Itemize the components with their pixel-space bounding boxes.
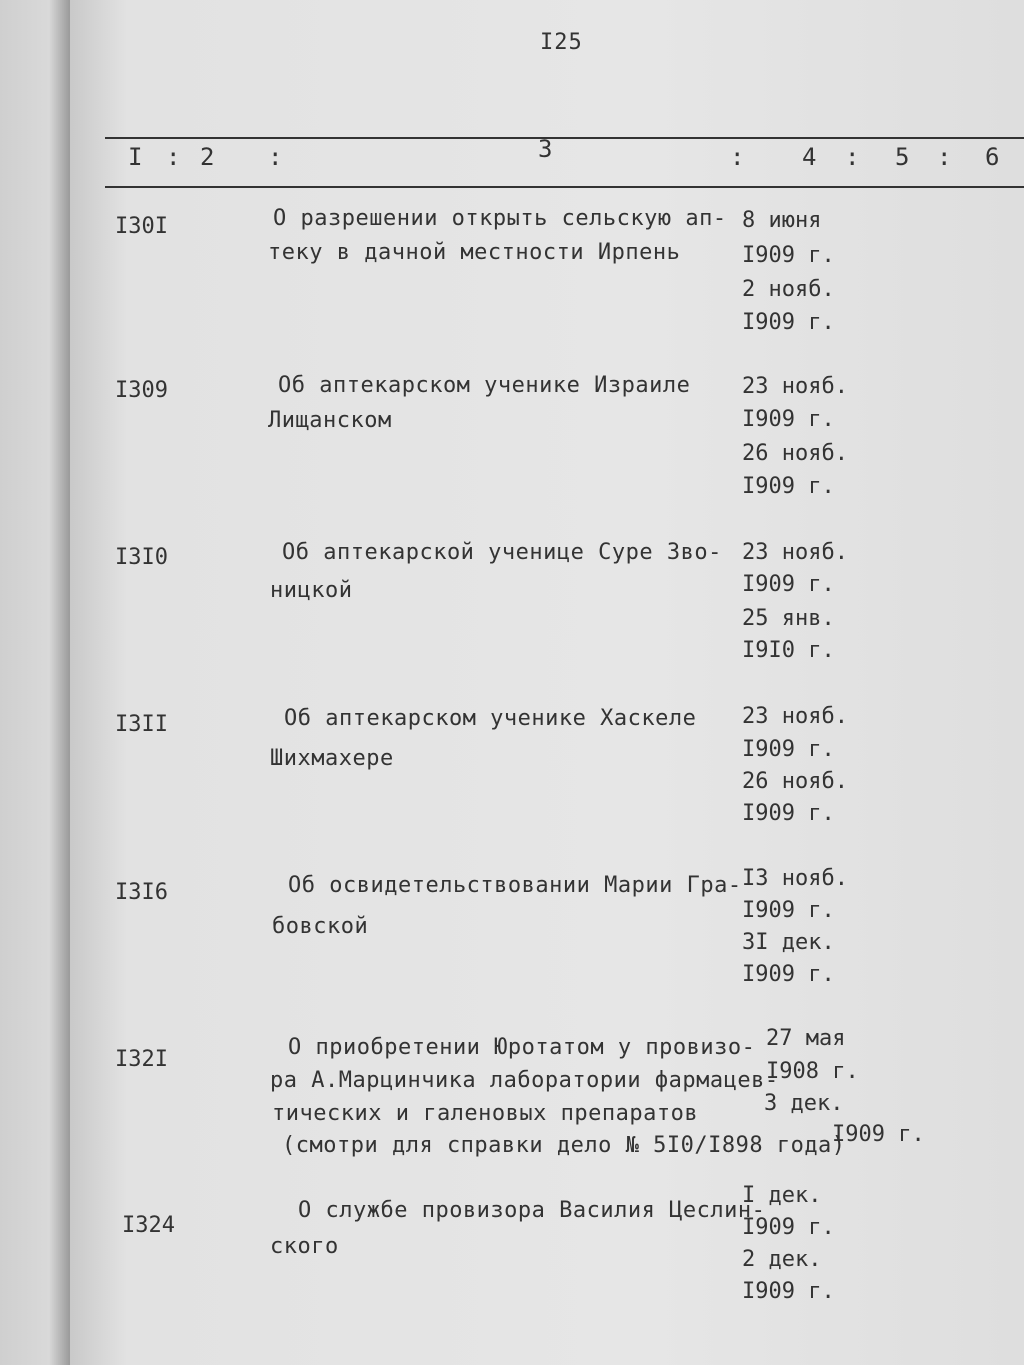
entry-date-line: 2 нояб.	[742, 277, 835, 302]
entry-title-line: О службе провизора Василия Цеслин-	[298, 1198, 766, 1223]
entry-number: I3II	[115, 712, 168, 737]
entry-date-line: I908 г.	[766, 1059, 859, 1084]
entry-date-line: I909 г.	[742, 572, 835, 597]
column-separator: :	[937, 143, 952, 171]
header-bottom-rule	[105, 186, 1024, 188]
column-header-3: 3	[538, 135, 553, 163]
document-page	[70, 0, 1024, 1365]
entry-title-line: Об аптекарском ученике Израиле	[278, 373, 691, 398]
entry-date-line: I909 г.	[742, 737, 835, 762]
entry-number: I309	[115, 378, 168, 403]
entry-date-line: 26 нояб.	[742, 769, 848, 794]
entry-date-line: I909 г.	[742, 801, 835, 826]
entry-date-line: I909 г.	[742, 1279, 835, 1304]
entry-number: I30I	[115, 214, 168, 239]
entry-date-line: I909 г.	[742, 1215, 835, 1240]
entry-title-line: ра А.Марцинчика лаборатории фармацев-	[270, 1068, 779, 1093]
entry-title-line: теку в дачной местности Ирпень	[268, 240, 681, 265]
column-separator: :	[166, 143, 181, 171]
entry-date-line: I909 г.	[742, 310, 835, 335]
column-separator: :	[845, 143, 860, 171]
header-top-rule	[105, 137, 1024, 139]
column-header-2: 2	[200, 143, 215, 171]
column-header-5: 5	[895, 143, 910, 171]
entry-date-line: I3 нояб.	[742, 866, 848, 891]
column-separator: :	[730, 143, 745, 171]
entry-date-line: I909 г.	[742, 243, 835, 268]
entry-date-line: 23 нояб.	[742, 704, 848, 729]
entry-date-line: 2 дек.	[742, 1247, 822, 1272]
column-header-4: 4	[802, 143, 817, 171]
entry-date-line: 3 дек.	[764, 1091, 844, 1116]
entry-date-line: I9I0 г.	[742, 638, 835, 663]
entry-date-line: 25 янв.	[742, 606, 835, 631]
entry-title-line: бовской	[272, 914, 369, 939]
entry-date-line: 26 нояб.	[742, 441, 848, 466]
entry-title-line: Об аптекарской ученице Суре Зво-	[282, 540, 722, 565]
entry-date-line: 3I дек.	[742, 930, 835, 955]
entry-number: I324	[122, 1213, 175, 1238]
entry-title-line: ского	[270, 1234, 339, 1259]
entry-date-line: I909 г.	[742, 474, 835, 499]
entry-title-line: тических и галеновых препаратов	[272, 1101, 699, 1126]
entry-title-line: Об освидетельствовании Марии Гра-	[288, 873, 742, 898]
entry-title-line: Об аптекарском ученике Хаскеле	[284, 706, 697, 731]
entry-date-line: I909 г.	[742, 898, 835, 923]
entry-date-line: 8 июня	[742, 208, 822, 233]
entry-date-line: 27 мая	[766, 1026, 846, 1051]
entry-number: I3I0	[115, 545, 168, 570]
column-separator: :	[268, 143, 283, 171]
entry-title-line: Лищанском	[268, 408, 392, 433]
entry-title-line: О разрешении открыть сельскую ап-	[273, 206, 727, 231]
entry-title-line: Шихмахере	[270, 746, 394, 771]
page-number: I25	[540, 30, 583, 55]
facing-page-edge	[0, 0, 70, 1365]
entry-date-line: I дек.	[742, 1183, 822, 1208]
entry-number: I3I6	[115, 880, 168, 905]
entry-date-line: I909 г.	[742, 407, 835, 432]
entry-title-line: (смотри для справки дело № 5I0/I898 года)	[282, 1133, 846, 1158]
entry-date-line: 23 нояб.	[742, 374, 848, 399]
entry-date-line: I909 г.	[832, 1122, 925, 1147]
entry-number: I32I	[115, 1047, 168, 1072]
entry-date-line: 23 нояб.	[742, 540, 848, 565]
entry-title-line: ницкой	[270, 578, 353, 603]
entry-date-line: I909 г.	[742, 962, 835, 987]
entry-title-line: О приобретении Юротатом у провизо-	[288, 1035, 756, 1060]
column-header-1: I	[128, 143, 143, 171]
column-header-6: 6	[985, 143, 1000, 171]
